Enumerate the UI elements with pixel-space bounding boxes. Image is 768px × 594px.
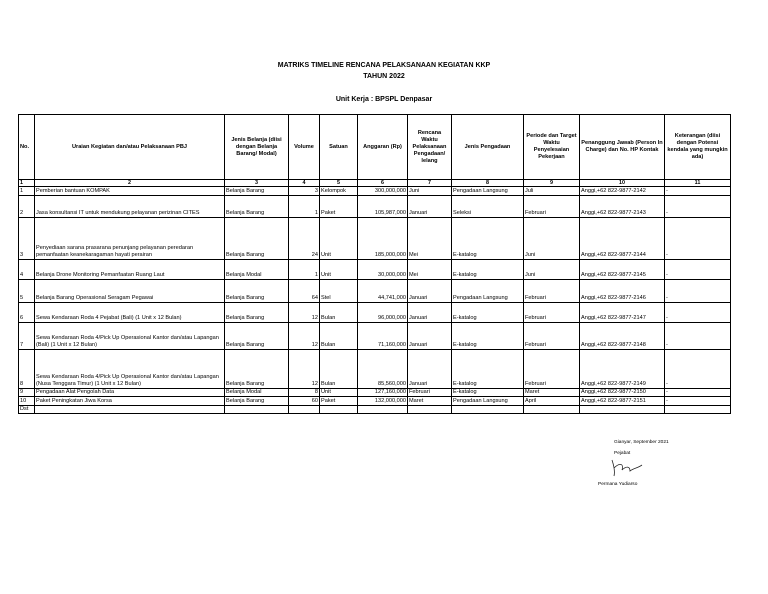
cell-periode: Februari bbox=[524, 303, 580, 323]
cell-rencana: Maret bbox=[408, 397, 452, 406]
cell-anggaran: 185,000,000 bbox=[358, 218, 408, 260]
cell-rencana: Mei bbox=[408, 260, 452, 280]
cell-ket bbox=[665, 406, 731, 414]
cell-volume: 1 bbox=[289, 260, 320, 280]
cell-jenis: Belanja Barang bbox=[225, 218, 289, 260]
cell-no: Dst bbox=[19, 406, 35, 414]
table-row bbox=[19, 187, 731, 196]
cell-volume bbox=[289, 406, 320, 414]
cell-volume: 8 bbox=[289, 389, 320, 397]
handwritten-signature bbox=[608, 456, 652, 478]
cell-rencana: Januari bbox=[408, 196, 452, 218]
cell-ket: - bbox=[665, 323, 731, 350]
col-header-uraian: Uraian Kegiatan dan/atau Pelaksanaan PBJ bbox=[35, 115, 225, 180]
cell-anggaran: 300,000,000 bbox=[358, 187, 408, 196]
col-header-rencana-waktu: Rencana Waktu Pelaksanaan Pengadaan/ lelang bbox=[408, 115, 452, 180]
cell-pengadaan: Seleksi bbox=[452, 196, 524, 218]
document-year: TAHUN 2022 bbox=[363, 73, 405, 80]
cell-satuan: Paket bbox=[320, 196, 358, 218]
cell-ket: - bbox=[665, 303, 731, 323]
cell-pj: Anggi,+62 822-9877-2142 bbox=[580, 187, 665, 196]
col-number: 9 bbox=[524, 180, 580, 187]
col-number: 1 bbox=[19, 180, 35, 187]
cell-uraian: Sewa Kendaraan Roda 4/Pick Up Operasional Kantor dan/atau Lapangan (Nusa Tenggara Timur) (1 Unit x 12 Bulan) bbox=[35, 350, 225, 389]
col-number: 4 bbox=[289, 180, 320, 187]
cell-volume: 60 bbox=[289, 397, 320, 406]
cell-pengadaan: E-katalog bbox=[452, 323, 524, 350]
signature-name: Permana Yudiarso bbox=[598, 482, 638, 487]
cell-anggaran: 132,000,000 bbox=[358, 397, 408, 406]
col-header-periode: Periode dan Target Waktu Penyelesaian Pekerjaan bbox=[524, 115, 580, 180]
col-number: 2 bbox=[35, 180, 225, 187]
table-row bbox=[19, 397, 731, 406]
cell-pj: Anggi,+62 822-9877-2144 bbox=[580, 218, 665, 260]
cell-periode: Februari bbox=[524, 350, 580, 389]
table-row bbox=[19, 303, 731, 323]
cell-anggaran: 96,000,000 bbox=[358, 303, 408, 323]
cell-pj: Anggi,+62 822-9877-2146 bbox=[580, 280, 665, 303]
cell-jenis: Belanja Barang bbox=[225, 187, 289, 196]
cell-no: 3 bbox=[19, 218, 35, 260]
cell-periode: Februari bbox=[524, 323, 580, 350]
cell-ket: - bbox=[665, 196, 731, 218]
col-number: 3 bbox=[225, 180, 289, 187]
cell-rencana bbox=[408, 406, 452, 414]
cell-rencana: Januari bbox=[408, 350, 452, 389]
cell-uraian: Penyediaan sarana prasarana penunjang pelayanan peredaran pemanfaatan keanekaragaman hayati perairan bbox=[35, 218, 225, 260]
unit-kerja: Unit Kerja : BPSPL Denpasar bbox=[335, 96, 433, 103]
cell-satuan: Stel bbox=[320, 280, 358, 303]
cell-pengadaan bbox=[452, 406, 524, 414]
cell-pj bbox=[580, 406, 665, 414]
cell-pengadaan: E-katalog bbox=[452, 389, 524, 397]
col-number: 5 bbox=[320, 180, 358, 187]
cell-no: 9 bbox=[19, 389, 35, 397]
cell-jenis: Belanja Barang bbox=[225, 280, 289, 303]
col-header-jenis-pengadaan: Jenis Pengadaan bbox=[452, 115, 524, 180]
timeline-table bbox=[18, 114, 731, 414]
cell-rencana: Mei bbox=[408, 218, 452, 260]
cell-anggaran: 71,160,000 bbox=[358, 323, 408, 350]
cell-rencana: Januari bbox=[408, 280, 452, 303]
col-header-keterangan: Keterangan (diisi dengan Potensi kendala yang mungkin ada) bbox=[665, 115, 731, 180]
signature-place-date: Gianyar, September 2021 bbox=[614, 440, 669, 445]
table-row bbox=[19, 389, 731, 397]
cell-volume: 64 bbox=[289, 280, 320, 303]
table-header-row bbox=[19, 115, 731, 180]
cell-ket: - bbox=[665, 389, 731, 397]
cell-no: 4 bbox=[19, 260, 35, 280]
cell-ket: - bbox=[665, 218, 731, 260]
cell-satuan: Bulan bbox=[320, 323, 358, 350]
cell-pj: Anggi,+62 822-9877-2143 bbox=[580, 196, 665, 218]
cell-jenis bbox=[225, 406, 289, 414]
cell-anggaran bbox=[358, 406, 408, 414]
cell-jenis: Belanja Modal bbox=[225, 260, 289, 280]
cell-anggaran: 85,560,000 bbox=[358, 350, 408, 389]
table-row bbox=[19, 406, 731, 414]
cell-pj: Anggi,+62 822-9877-2150 bbox=[580, 389, 665, 397]
cell-pengadaan: E-katalog bbox=[452, 260, 524, 280]
col-number: 10 bbox=[580, 180, 665, 187]
cell-satuan: Unit bbox=[320, 260, 358, 280]
cell-uraian: Pengadaan Alat Pengolah Data bbox=[35, 389, 225, 397]
cell-periode: Juni bbox=[524, 218, 580, 260]
cell-rencana: Februari bbox=[408, 389, 452, 397]
cell-ket: - bbox=[665, 397, 731, 406]
cell-periode: Maret bbox=[524, 389, 580, 397]
col-header-volume: Volume bbox=[289, 115, 320, 180]
cell-uraian: Sewa Kendaraan Roda 4/Pick Up Operasional Kantor dan/atau Lapangan (Bali) (1 Unit x 12 Bulan) bbox=[35, 323, 225, 350]
cell-volume: 12 bbox=[289, 303, 320, 323]
cell-anggaran: 105,987,000 bbox=[358, 196, 408, 218]
cell-satuan: Unit bbox=[320, 218, 358, 260]
cell-no: 2 bbox=[19, 196, 35, 218]
cell-satuan: Bulan bbox=[320, 350, 358, 389]
cell-no: 6 bbox=[19, 303, 35, 323]
cell-uraian: Jasa konsultansi IT untuk mendukung pelayanan perizinan CITES bbox=[35, 196, 225, 218]
document-title: MATRIKS TIMELINE RENCANA PELAKSANAAN KEGIATAN KKP bbox=[277, 62, 491, 69]
cell-volume: 12 bbox=[289, 350, 320, 389]
cell-jenis: Belanja Modal bbox=[225, 389, 289, 397]
cell-pengadaan: Pengadaan Langsung bbox=[452, 397, 524, 406]
cell-rencana: Januari bbox=[408, 323, 452, 350]
cell-volume: 3 bbox=[289, 187, 320, 196]
cell-satuan: Kelompok bbox=[320, 187, 358, 196]
col-header-satuan: Satuan bbox=[320, 115, 358, 180]
cell-uraian bbox=[35, 406, 225, 414]
cell-periode: Juli bbox=[524, 187, 580, 196]
cell-periode bbox=[524, 406, 580, 414]
table-row bbox=[19, 260, 731, 280]
cell-uraian: Sewa Kendaraan Roda 4 Pejabat (Bali) (1 Unit x 12 Bulan) bbox=[35, 303, 225, 323]
cell-uraian: Pemberian bantuan KOMPAK bbox=[35, 187, 225, 196]
cell-ket: - bbox=[665, 260, 731, 280]
col-header-jenis-belanja: Jenis Belanja (diisi dengan Belanja Barang/ Modal) bbox=[225, 115, 289, 180]
col-header-no: No. bbox=[19, 115, 35, 180]
cell-jenis: Belanja Barang bbox=[225, 196, 289, 218]
cell-jenis: Belanja Barang bbox=[225, 303, 289, 323]
cell-no: 5 bbox=[19, 280, 35, 303]
cell-anggaran: 44,741,000 bbox=[358, 280, 408, 303]
table-row bbox=[19, 350, 731, 389]
table-row bbox=[19, 196, 731, 218]
cell-no: 1 bbox=[19, 187, 35, 196]
signature-role: Pejabat bbox=[614, 451, 631, 456]
col-number: 8 bbox=[452, 180, 524, 187]
cell-anggaran: 127,160,000 bbox=[358, 389, 408, 397]
cell-pj: Anggi,+62 822-9877-2147 bbox=[580, 303, 665, 323]
cell-pj: Anggi,+62 822-9877-2145 bbox=[580, 260, 665, 280]
table-row bbox=[19, 323, 731, 350]
table-row bbox=[19, 280, 731, 303]
cell-satuan: Paket bbox=[320, 397, 358, 406]
col-number: 6 bbox=[358, 180, 408, 187]
cell-satuan bbox=[320, 406, 358, 414]
cell-anggaran: 30,000,000 bbox=[358, 260, 408, 280]
cell-pj: Anggi,+62 822-9877-2149 bbox=[580, 350, 665, 389]
cell-periode: Juni bbox=[524, 260, 580, 280]
cell-rencana: Januari bbox=[408, 303, 452, 323]
table-row bbox=[19, 218, 731, 260]
cell-ket: - bbox=[665, 350, 731, 389]
cell-pj: Anggi,+62 822-9877-2148 bbox=[580, 323, 665, 350]
column-number-row bbox=[19, 180, 731, 187]
col-number: 11 bbox=[665, 180, 731, 187]
cell-volume: 1 bbox=[289, 196, 320, 218]
cell-uraian: Belanja Barang Operasional Seragam Pegawai bbox=[35, 280, 225, 303]
cell-volume: 12 bbox=[289, 323, 320, 350]
col-number: 7 bbox=[408, 180, 452, 187]
cell-pengadaan: E-katalog bbox=[452, 218, 524, 260]
cell-pengadaan: Pengadaan Langsung bbox=[452, 280, 524, 303]
cell-uraian: Paket Peningkatan Jiwa Korsa bbox=[35, 397, 225, 406]
cell-volume: 24 bbox=[289, 218, 320, 260]
col-header-penanggung-jawab: Penanggung Jawab (Person In Charge) dan No. HP Kontak bbox=[580, 115, 665, 180]
cell-pengadaan: E-katalog bbox=[452, 350, 524, 389]
cell-uraian: Belanja Drone Monitoring Pemanfaatan Ruang Laut bbox=[35, 260, 225, 280]
cell-periode: Februari bbox=[524, 280, 580, 303]
cell-no: 8 bbox=[19, 350, 35, 389]
cell-no: 7 bbox=[19, 323, 35, 350]
cell-periode: Februari bbox=[524, 196, 580, 218]
cell-satuan: Bulan bbox=[320, 303, 358, 323]
cell-ket: - bbox=[665, 280, 731, 303]
cell-jenis: Belanja Barang bbox=[225, 397, 289, 406]
cell-periode: April bbox=[524, 397, 580, 406]
cell-ket: - bbox=[665, 187, 731, 196]
cell-pj: Anggi,+62 822-9877-2151 bbox=[580, 397, 665, 406]
cell-satuan: Unit bbox=[320, 389, 358, 397]
cell-pengadaan: Pengadaan Langsung bbox=[452, 187, 524, 196]
cell-pengadaan: E-katalog bbox=[452, 303, 524, 323]
cell-jenis: Belanja Barang bbox=[225, 323, 289, 350]
cell-no: 10 bbox=[19, 397, 35, 406]
cell-jenis: Belanja Barang bbox=[225, 350, 289, 389]
cell-rencana: Juni bbox=[408, 187, 452, 196]
col-header-anggaran: Anggaran (Rp) bbox=[358, 115, 408, 180]
